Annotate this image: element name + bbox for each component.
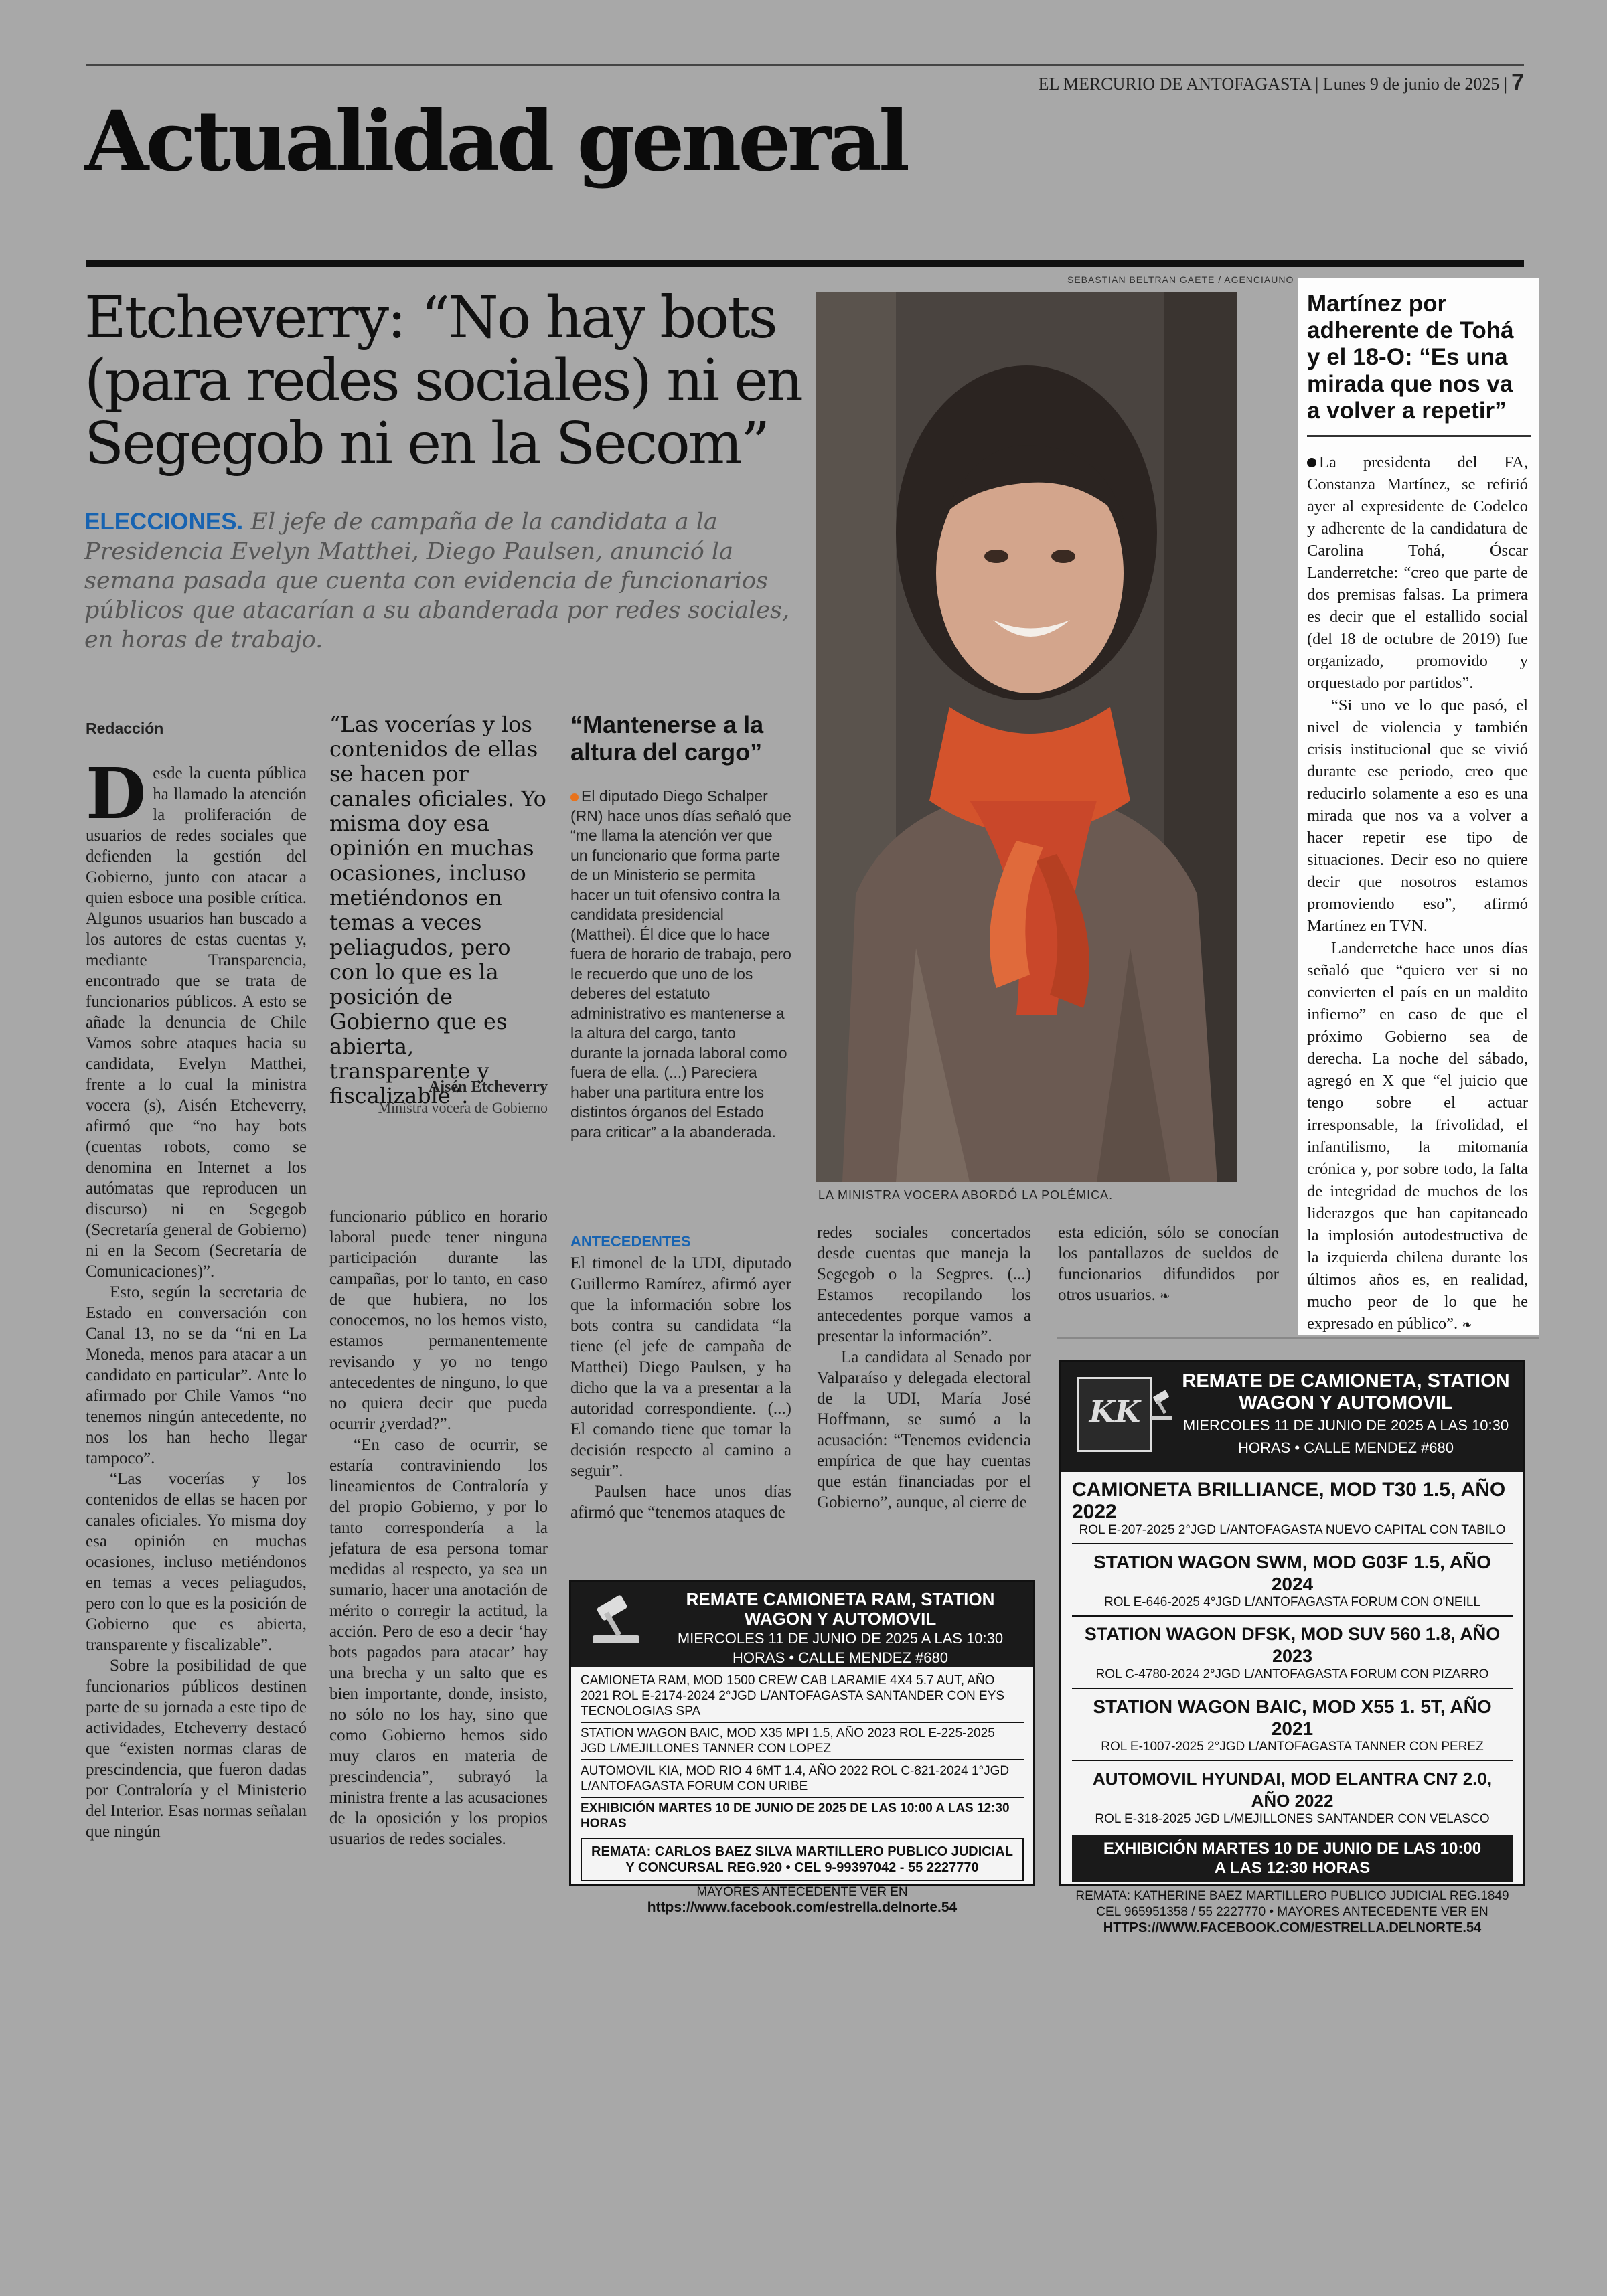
- paragraph-text: esta edición, sólo se conocían los pantallazos de sueldos de funcionarios difundidos por otros usuarios.: [1058, 1224, 1279, 1304]
- ad-line: CAMIONETA RAM, MOD 1500 CREW CAB LARAMIE 4X4 5.7 AUT, AÑO 2021 ROL E-2174-2024 2°JGD L/ANTOFAGASTA SANTANDER CON EYS TECNOLOGIAS SPA: [581, 1673, 1024, 1723]
- paragraph: Sobre la posibilidad de que funcionarios públicos destinen parte de su jornada a este tipo de actividades, Etcheverry destacó que “existen normas claras de prescindencia, que fueron dadas por Contraloría y el Ministerio del Interior. Esas normas señalan que ningún: [86, 1657, 307, 1841]
- section-title: Actualidad general: [84, 93, 907, 190]
- ad-item: [1072, 1544, 1513, 1617]
- paragraph: [1307, 451, 1528, 694]
- paragraph: “Si uno ve lo que pasó, el nivel de violencia y también crisis institucional que se vivió durante ese periodo, creo que reducirlo solamente a eso es una mirada que nos va a volver a hacer repetir ese tipo de situaciones. Decir eso no quiere decir que nosotros estamos promoviendo eso”, afirmó Martínez en TVN.: [1307, 696, 1528, 935]
- lead-tag: ELECCIONES.: [84, 509, 244, 535]
- ad-info: MAYORES ANTECEDENTE VER EN: [696, 1885, 908, 1899]
- ad-exhibition: EXHIBICIÓN MARTES 10 DE JUNIO DE LAS 10:00 A LAS 12:30 HORAS: [1072, 1835, 1513, 1882]
- ad-remata: REMATA: KATHERINE BAEZ MARTILLERO PUBLICO JUDICIAL REG.1849 CEL 965951358 / 55 2227770 • MAYORES ANTECEDENTE VER EN: [1075, 1889, 1509, 1919]
- end-mark-icon: ❧: [1160, 1289, 1170, 1303]
- article-column-4: [817, 1222, 1031, 1513]
- ad-item-rol: ROL E-1007-2025 2°JGD L/ANTOFAGASTA TANNER CON PEREZ: [1101, 1740, 1484, 1754]
- paragraph: funcionario público en horario laboral puede tener ninguna participación durante las campañas, por lo tanto, en caso de que hubiera, no los conocemos, no los hemos visto, estamos permanentemente revisando y yo no tengo antecedentes de ninguno, lo que no quiera decir que pueda ocurrir ¿verdad?”.: [329, 1208, 548, 1433]
- article-column-1: [86, 752, 307, 1842]
- page-number: 7: [1511, 70, 1524, 95]
- ad-url[interactable]: https://www.facebook.com/estrella.delnorte.54: [647, 1900, 958, 1915]
- auctioneer-logo: KK: [1077, 1377, 1152, 1452]
- side-body: [570, 787, 791, 1142]
- ad-remata-text: REMATA: CARLOS BAEZ SILVA MARTILLERO PUBLICO JUDICIAL Y CONCURSAL REG.920 • CEL 9-99397042 - 55 2227770: [591, 1844, 1013, 1875]
- article-photo: [816, 292, 1237, 1182]
- paragraph: “Las vocerías y los contenidos de ellas se hacen por canales oficiales. Yo misma doy esa opinión en muchas ocasiones, incluso metiéndonos en temas a veces peliagudos, pero con lo que es la posición de Gobierno que es abierta, transparente y fiscalizable”.: [86, 1470, 307, 1654]
- sidebar-title: Martínez por adherente de Tohá y el 18-O: “Es una mirada que nos va a volver a repetir”: [1307, 291, 1514, 424]
- ad-header: [571, 1582, 1033, 1667]
- ad-item-title: STATION WAGON DFSK, MOD SUV 560 1.8, AÑO 2023: [1084, 1624, 1501, 1666]
- ad-item: [1072, 1617, 1513, 1689]
- ad-item: [1072, 1689, 1513, 1761]
- photo-credit: SEBASTIAN BELTRAN GAETE / AGENCIAUNO: [1067, 274, 1294, 285]
- article-lead: [84, 507, 794, 655]
- pull-quote: “Las vocerías y los contenidos de ellas se hacen por canales oficiales. Yo misma doy esa opinión en muchas ocasiones, incluso metiéndonos en temas a veces peliagudos, pero con lo que es la posición de Gobierno que es abierta, transparente y fiscalizable”.: [329, 712, 546, 1109]
- sidebar-rule: [1307, 435, 1531, 437]
- ad-url[interactable]: HTTPS://WWW.FACEBOOK.COM/ESTRELLA.DELNORTE.54: [1103, 1920, 1482, 1935]
- quote-role: Ministra vocera de Gobierno: [378, 1099, 548, 1116]
- ad-lines: [571, 1667, 1033, 1834]
- article-headline: Etcheverry: “No hay bots (para redes sociales) ni en Segegob ni en la Secom”: [84, 284, 801, 477]
- quote-author: Aisén Etcheverry: [429, 1078, 548, 1096]
- paragraph-text: esde la cuenta pública ha llamado la atención la proliferación de usuarios de redes sociales que defienden la gestión del Gobierno, junto con atacar a quien esboce una posible crítica. Algunos usuarios han buscado a los autores de estas cuentas y, mediante Transparencia, encontrado que se trata de funcionarios públicos. A esto se añade la denuncia de Chile Vamos sobre ataques hacia su candidata, Evelyn Matthei, frente a lo cual la ministra vocera (s), Aisén Etcheverry, afirmó que “no hay bots (cuentas robots, como se denomina en Internet a los autómatas que reproducen un discurso) ni en Segegob (Secretaría general de Gobierno) ni en la Secom (Secretaría de Comunicaciones)”.: [86, 764, 307, 1281]
- ad-item-rol: ROL E-646-2025 4°JGD L/ANTOFAGASTA FORUM CON O'NEILL: [1103, 1595, 1481, 1609]
- gavel-icon: [586, 1594, 646, 1647]
- photo-caption: LA MINISTRA VOCERA ABORDÓ LA POLÉMICA.: [818, 1188, 1114, 1202]
- sidebar-body: [1307, 451, 1528, 1336]
- article-column-5: [1058, 1222, 1279, 1307]
- ad-item-rol: ROL E-318-2025 JGD L/MEJILLONES SANTANDER CON VELASCO: [1095, 1812, 1490, 1826]
- ad-item-title: STATION WAGON SWM, MOD G03F 1.5, AÑO 2024: [1093, 1552, 1491, 1594]
- ad-item-title: CAMIONETA BRILLIANCE, MOD T30 1.5, AÑO 2022: [1072, 1479, 1506, 1523]
- ad-line: STATION WAGON BAIC, MOD X35 MPI 1.5, AÑO 2023 ROL E-225-2025 JGD L/MEJILLONES TANNER CON LOPEZ: [581, 1723, 1024, 1760]
- paragraph-text: Landerretche hace unos días señaló que “quiero ver si no convierten el país en un maldito infierno” en caso de que el próximo Gobierno sea de derecha. La noche del sábado, agregó en X que “el juicio que tengo sobre el actuar irresponsable, la frivolidad, el infantilismo, la mitomanía crónica y, por sobre todo, la falta de integridad de muchos de los liderazgos que han capitaneado la implosión autodestructiva de la izquierda chilena durante los últimos años es, en realidad, mucho peor de lo que he expresado en público”.: [1307, 939, 1528, 1333]
- paragraph: [1307, 937, 1528, 1336]
- side-title: “Mantenerse a la altura del cargo”: [570, 711, 764, 766]
- paragraph: “En caso de ocurrir, se estaría contraviniendo los lineamientos de Contraloría y del propio Gobierno, y por lo tanto correspondería a la jefatura de esa persona tomar medidas al respecto, ya sea un sumario, hacer una anotación de mérito o corregir la actitud, la acción. Pero de eso a decir ‘hay bots pagados para atacar’ hay una brecha y un salto que es bien importante, donde, insisto, no sólo no los hay, sino que como Gobierno hemos sido muy claros en materia de prescindencia”, subrayó la ministra frente a las acusaciones de la oposición y los propios usuarios de redes sociales.: [329, 1436, 548, 1848]
- ad-item: [1072, 1761, 1513, 1832]
- section-rule: [86, 260, 1524, 267]
- paragraph: La candidata al Senado por Valparaíso y delegada electoral de la UDI, María José Hoffmann, se sumó a la acusación: “Tenemos evidencia empírica de que hay cuentas que están financiadas por el Gobierno”, aunque, al cierre de: [817, 1348, 1031, 1511]
- ad-item-title: STATION WAGON BAIC, MOD X55 1. 5T, AÑO 2021: [1093, 1696, 1492, 1739]
- ad-item-rol: ROL E-207-2025 2°JGD L/ANTOFAGASTA NUEVO CAPITAL CON TABILO: [1079, 1523, 1506, 1537]
- ad-title: REMATE DE CAMIONETA, STATION WAGON Y AUTOMOVIL: [1182, 1370, 1510, 1414]
- paragraph: El timonel de la UDI, diputado Guillermo Ramírez, afirmó ayer que la información sobre los bots contra su candidata “la tiene (el jefe de campaña de Matthei) Diego Paulsen, y ha dicho que la va a presentar a la autoridad correspondiente. (...) El comando tiene que tomar la decisión respecto al camino a seguir”.: [570, 1254, 791, 1480]
- bullet-icon: [1307, 458, 1316, 467]
- paragraph: [1058, 1222, 1279, 1307]
- article-column-2: [329, 1206, 548, 1850]
- masthead: [1039, 70, 1524, 96]
- side-body-text: El diputado Diego Schalper (RN) hace unos días señaló que “me llama la atención ver que un funcionario que forma parte de un Ministerio se permita hacer un tuit ofensivo contra la candidata presidencial (Matthei). Él dice que lo hace fuera de horario de trabajo, pero le recuerdo que uno de los deberes del estatuto administrativo es mantenerse a la altura del cargo, tanto durante la jornada laboral como fuera de ella. (...) Pareciera haber una partitura entre los distintos órganos del Estado para criticar” a la abanderada.: [570, 787, 791, 1141]
- paragraph: redes sociales concertados desde cuentas que maneja la Segegob o la Segpres. (...) Estamos recopilando los antecedentes porque vamos a presentar la información”.: [817, 1224, 1031, 1345]
- paragraph: Esto, según la secretaria de Estado en conversación con Canal 13, no se da “ni en La Moneda, menos para atacar a un candidato en particular”. Ante lo afirmado por Chile Vamos “no tenemos ningún antecedente, no nos los han hecho llegar tampoco”.: [86, 1283, 307, 1467]
- masthead-text: EL MERCURIO DE ANTOFAGASTA | Lunes 9 de junio de 2025 |: [1038, 74, 1508, 94]
- article-column-3: [570, 1253, 791, 1523]
- ad-date: MIERCOLES 11 DE JUNIO DE 2025 A LAS 10:30 HORAS • CALLE MENDEZ #680: [1182, 1417, 1509, 1456]
- gavel-icon: [1148, 1389, 1175, 1422]
- dropcap: D: [86, 752, 147, 835]
- ad-remata: [581, 1838, 1024, 1881]
- ad-date: MIERCOLES 11 DE JUNIO DE 2025 A LAS 10:30 HORAS • CALLE MENDEZ #680: [677, 1630, 1004, 1666]
- ad-item-rol: ROL C-4780-2024 2°JGD L/ANTOFAGASTA FORUM CON PIZARRO: [1095, 1667, 1489, 1682]
- paragraph-text: La presidenta del FA, Constanza Martínez, se refirió ayer al expresidente de Codelco y adherente de la candidatura de Carolina Tohá, Óscar Landerretche: “creo que parte de dos premisas falsas. La primera es decir que el estallido social (del 18 de octubre de 2019) fue organizado, promovido y orquestado por partidos”.: [1307, 453, 1528, 692]
- ad-item: [1072, 1472, 1513, 1544]
- ad-items: [1061, 1472, 1523, 1832]
- antecedentes-label: ANTECEDENTES: [570, 1233, 691, 1250]
- ads-divider: [1057, 1337, 1539, 1339]
- top-rule: [86, 64, 1524, 66]
- lead-text: El jefe de campaña de la candidata a la Presidencia Evelyn Matthei, Diego Paulsen, anunció la semana pasada que cuenta con evidencia de funcionarios públicos que atacarían a su abanderada por redes sociales, en horas de trabajo.: [84, 509, 790, 653]
- end-mark-icon: ❧: [1462, 1318, 1472, 1332]
- auction-ad-ram: [569, 1580, 1035, 1915]
- auction-ad-brilliance: [1059, 1360, 1525, 1935]
- ad-item-title: AUTOMOVIL HYUNDAI, MOD ELANTRA CN7 2.0, AÑO 2022: [1092, 1769, 1493, 1811]
- ad-exhibition: EXHIBICIÓN MARTES 10 DE JUNIO DE 2025 DE LAS 10:00 A LAS 12:30 HORAS: [581, 1801, 1010, 1831]
- ad-header: [1061, 1362, 1523, 1472]
- paragraph: Paulsen hace unos días afirmó que “tenemos ataques de: [570, 1483, 791, 1522]
- bullet-icon: [570, 793, 579, 801]
- paragraph: [86, 752, 307, 1282]
- ad-line: AUTOMOVIL KIA, MOD RIO 4 6MT 1.4, AÑO 2022 ROL C-821-2024 1°JGD L/ANTOFAGASTA FORUM CON URIBE: [581, 1760, 1024, 1798]
- ad-title: REMATE CAMIONETA RAM, STATION WAGON Y AUTOMOVIL: [686, 1589, 995, 1629]
- byline: Redacción: [86, 720, 164, 737]
